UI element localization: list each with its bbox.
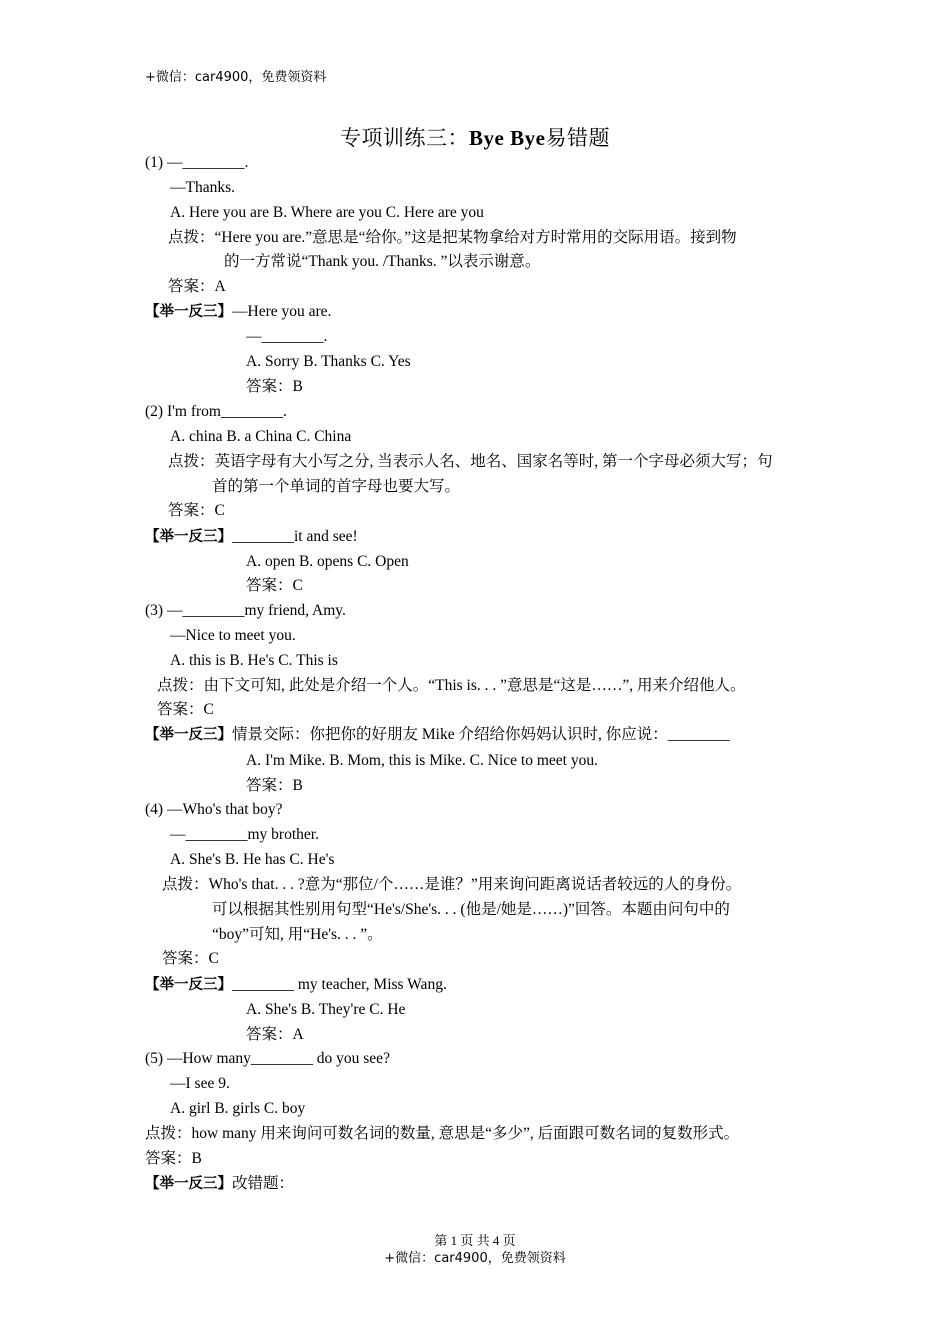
document-line: —Thanks. <box>170 179 236 196</box>
document-line: “boy”可知, 用“He's. . . ”。 <box>212 926 383 943</box>
document-line: 答案：B <box>246 777 303 794</box>
document-line: A. Here you are B. Where are you C. Here are you <box>170 204 484 221</box>
document-line: A. this is B. He's C. This is <box>170 652 338 669</box>
practice-text: ________it and see! <box>232 528 358 545</box>
document-line: 点拨：“Here you are.”意思是“给你。”这是把某物拿给对方时常用的交际用语。接到物 <box>168 229 737 246</box>
document-line: 答案：C <box>168 502 225 519</box>
document-line: 答案：A <box>246 1026 304 1043</box>
practice-label: 【举一反三】 <box>145 977 232 993</box>
document-line: (3) —________my friend, Amy. <box>145 602 346 619</box>
document-line: 答案：B <box>246 378 303 395</box>
practice-label: 【举一反三】 <box>145 1176 232 1192</box>
practice-label: 【举一反三】 <box>145 727 232 743</box>
practice-text: ________ my teacher, Miss Wang. <box>232 976 447 993</box>
page-number: 第 1 页 共 4 页 <box>434 1233 516 1248</box>
document-line: A. open B. opens C. Open <box>246 553 409 570</box>
document-line: (4) —Who's that boy? <box>145 801 283 818</box>
document-line: 可以根据其性别用句型“He's/She's. . . (他是/她是……)”回答。本题由问句中的 <box>212 901 730 918</box>
document-line: A. Sorry B. Thanks C. Yes <box>246 353 411 370</box>
practice-line <box>145 1174 294 1194</box>
document-line: (2) I'm from________. <box>145 403 287 420</box>
document-line: A. china B. a China C. China <box>170 428 352 445</box>
document-line: 点拨：how many 用来询问可数名词的数量, 意思是“多少”, 后面跟可数名词的复数形式。 <box>145 1125 740 1142</box>
document-line: —I see 9. <box>170 1075 230 1092</box>
practice-line <box>145 527 358 547</box>
document-line: (5) —How many________ do you see? <box>145 1050 390 1067</box>
document-line: A. She's B. They're C. He <box>246 1001 406 1018</box>
practice-line <box>145 302 331 322</box>
document-line: A. She's B. He has C. He's <box>170 851 335 868</box>
title-prefix: 专项训练三： <box>340 126 470 150</box>
document-line: A. I'm Mike. B. Mom, this is Mike. C. Nice to meet you. <box>246 752 598 769</box>
title-bold: Bye Bye <box>469 126 546 150</box>
practice-label: 【举一反三】 <box>145 529 232 545</box>
document-line: 答案：C <box>157 701 214 718</box>
practice-text: 情景交际：你把你的好朋友 Mike 介绍给你妈妈认识时, 你应说：________ <box>232 726 730 743</box>
footer-watermark-note: +微信：car4900，免费领资料 <box>384 1251 566 1266</box>
document-line: 点拨：由下文可知, 此处是介绍一个人。“This is. . . ”意思是“这是……”, 用来介绍他人。 <box>157 677 746 694</box>
document-line: (1) —________. <box>145 154 249 171</box>
practice-text: 改错题： <box>232 1175 295 1192</box>
title-suffix: 易错题 <box>545 126 610 150</box>
document-line: 答案：C <box>246 577 303 594</box>
document-line: —Nice to meet you. <box>170 627 296 644</box>
document-line: A. girl B. girls C. boy <box>170 1100 306 1117</box>
practice-label: 【举一反三】 <box>145 304 232 320</box>
practice-text: —Here you are. <box>232 303 332 320</box>
document-line: 的一方常说“Thank you. /Thanks. ”以表示谢意。 <box>224 253 541 270</box>
page-title <box>0 122 950 152</box>
document-line: 点拨：Who's that. . . ?意为“那位/个……是谁？”用来询问距离说话者较远的人的身份。 <box>162 876 742 893</box>
document-line: 点拨：英语字母有大小写之分, 当表示人名、地名、国家名等时, 第一个字母必须大写；句 <box>168 453 773 470</box>
practice-line <box>145 725 730 745</box>
header-watermark-note: +微信：car4900，免费领资料 <box>145 70 327 85</box>
document-line: 答案：B <box>145 1150 202 1167</box>
document-line: 答案：A <box>168 278 226 295</box>
document-line: 答案：C <box>162 950 219 967</box>
document-line: —________my brother. <box>170 826 319 843</box>
document-line: —________. <box>246 328 328 345</box>
practice-line <box>145 975 447 995</box>
document-line: 首的第一个单词的首字母也要大写。 <box>212 478 461 495</box>
